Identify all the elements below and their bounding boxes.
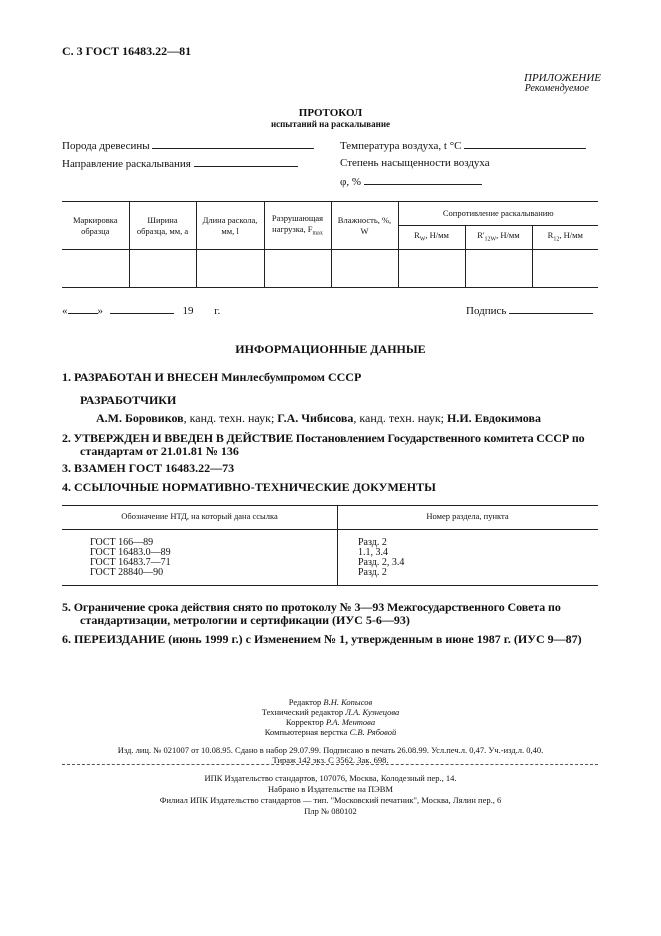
- field-wood-species-blank: [152, 139, 314, 149]
- developer-name: Г.А. Чибисова: [277, 411, 354, 425]
- col-header-moisture: Влажность, %, W: [331, 202, 398, 250]
- col-header-r12: [532, 226, 598, 250]
- field-phi-blank: [364, 175, 482, 185]
- tech-editor-name: Л.А. Кузнецова: [345, 707, 400, 717]
- colophon-editor: [0, 697, 661, 707]
- date-quote-open: «: [62, 305, 68, 317]
- field-phi: [340, 175, 482, 188]
- editor-label: Редактор: [288, 697, 322, 707]
- field-split-direction-label: Направление раскалывания: [62, 158, 191, 170]
- col-header-r12w: [465, 226, 532, 250]
- col-header-rw: [398, 226, 465, 250]
- developer-name: А.М. Боровиков: [96, 411, 184, 425]
- field-split-direction: [62, 157, 298, 170]
- field-phi-label: φ, %: [340, 176, 362, 188]
- developer-name: Н.И. Евдокимова: [447, 411, 541, 425]
- protocol-subtitle: испытаний на раскалывание: [270, 119, 391, 129]
- field-air-saturation: Степень насыщенности воздуха: [340, 157, 490, 169]
- col-header-length: Длина раскола, мм, l: [196, 202, 264, 250]
- col-header-load-text: Разрушающая нагрузка, F: [271, 213, 324, 234]
- col-header-load-sub: max: [312, 230, 323, 237]
- field-split-direction-blank: [194, 157, 298, 167]
- ref-section-column: [358, 538, 404, 578]
- date-year: 19: [182, 305, 194, 317]
- col-header-width: Ширина образца, мм, a: [129, 202, 196, 250]
- colophon-divider: [62, 764, 598, 765]
- field-air-temperature-blank: [464, 139, 586, 149]
- developers-label: РАЗРАБОТЧИКИ: [80, 393, 177, 407]
- r12w-unit: , Н/мм: [496, 230, 520, 241]
- info-item-6: 6. ПЕРЕИЗДАНИЕ (июнь 1999 г.) с Изменением № 1, утвержденным в июне 1987 г. (ИУС 9—87): [62, 632, 582, 646]
- developer-degree: , канд. техн. наук;: [353, 411, 448, 425]
- table-row: [62, 250, 598, 288]
- ref-doc-column: [90, 538, 171, 578]
- appendix-subtitle: Рекомендуемое: [524, 83, 589, 94]
- print-info-line2: Тираж 142 экз. С 3562. Зак. 698.: [272, 755, 389, 765]
- table-top-rule: [62, 505, 598, 506]
- colophon-layout: [0, 727, 661, 737]
- corrector-name: Р.А. Ментова: [325, 717, 376, 727]
- developer-degree: , канд. техн. наук;: [183, 411, 278, 425]
- info-item-2-line1: 2. УТВЕРЖДЕН И ВВЕДЕН В ДЕЙСТВИЕ Постановлением Государственного комитета СССР по: [62, 431, 585, 445]
- print-info-line1: Изд. лиц. № 021007 от 10.08.95. Сдано в набор 29.07.99. Подписано в печать 26.08.99. Усл.печ.л. 0,47. Уч.-изд.л. 0,40.: [117, 745, 544, 755]
- reference-table: [62, 505, 598, 586]
- publisher-line: ИПК Издательство стандартов, 107076, Москва, Колодезный пер., 14.: [204, 773, 457, 783]
- corrector-label: Корректор: [285, 717, 324, 727]
- info-item-2-line2: стандартам от 21.01.81 № 136: [80, 444, 239, 458]
- branch-line: Филиал ИПК Издательство стандартов — тип. "Московский печатник", Москва, Лялин пер., 6: [159, 795, 502, 805]
- tech-editor-label: Технический редактор: [261, 707, 344, 717]
- col-header-resistance-group: Сопротивление раскалыванию: [398, 202, 598, 226]
- protocol-table: [62, 201, 598, 288]
- table-row: 1.1, 3.4: [358, 547, 388, 558]
- appendix-title: ПРИЛОЖЕНИЕ: [524, 72, 601, 84]
- info-title: ИНФОРМАЦИОННЫЕ ДАННЫЕ: [235, 342, 426, 356]
- date-day-blank: [68, 304, 98, 314]
- info-item-5-line1: 5. Ограничение срока действия снято по протоколу № 3—93 Межгосударственного Совета по: [62, 600, 561, 614]
- date-suffix: г.: [214, 305, 221, 317]
- developers-list: [96, 411, 541, 426]
- r12w-index: 12W: [484, 237, 497, 244]
- page-reference: С. 3 ГОСТ 16483.22—81: [62, 44, 192, 58]
- table-row: ГОСТ 166—89: [90, 537, 154, 548]
- info-item-3: 3. ВЗАМЕН ГОСТ 16483.22—73: [62, 461, 235, 475]
- typeset-line: Набрано в Издательстве на ПЭВМ: [268, 784, 393, 794]
- table-row: ГОСТ 16483.7—71: [90, 557, 171, 568]
- field-wood-species-label: Порода древесины: [62, 140, 150, 152]
- field-wood-species: [62, 139, 314, 152]
- date-line: [62, 304, 220, 317]
- ref-header-section: Номер раздела, пункта: [426, 511, 509, 521]
- colophon-tech-editor: [0, 707, 661, 717]
- table-row: Разд. 2: [358, 537, 387, 548]
- ref-header-doc: Обозначение НТД, на который дана ссылка: [121, 511, 278, 521]
- layout-name: С.В. Рябовой: [349, 727, 397, 737]
- info-item-4: 4. ССЫЛОЧНЫЕ НОРМАТИВНО-ТЕХНИЧЕСКИЕ ДОКУМЕНТЫ: [62, 480, 436, 494]
- rw-index: W: [419, 237, 426, 244]
- col-header-marking: Маркировка образца: [62, 202, 129, 250]
- r12-unit: , Н/мм: [559, 230, 583, 241]
- date-month-blank: [110, 304, 174, 314]
- col-header-load: [264, 202, 331, 250]
- rw-unit: , Н/мм: [425, 230, 449, 241]
- date-quote-close: »: [97, 305, 103, 317]
- rw-symbol: R: [414, 230, 420, 241]
- signature-label: Подпись: [466, 305, 507, 317]
- table-row: ГОСТ 16483.0—89: [90, 547, 171, 558]
- info-item-1: 1. РАЗРАБОТАН И ВНЕСЕН Минлесбумпромом СССР: [62, 370, 362, 384]
- signature-blank: [509, 304, 593, 314]
- field-air-temperature: [340, 139, 586, 152]
- protocol-title: ПРОТОКОЛ: [298, 107, 363, 119]
- table-bottom-rule: [62, 585, 598, 586]
- r12-symbol: R: [547, 230, 554, 241]
- info-item-5-line2: стандартизации, метрологии и сертификации (ИУС 5-6—93): [80, 613, 410, 627]
- plr-line: Плр № 080102: [304, 806, 357, 816]
- layout-label: Компьютерная верстка: [264, 727, 348, 737]
- r12-index: 12: [553, 237, 560, 244]
- table-row: ГОСТ 28840—90: [90, 567, 164, 578]
- table-row: Разд. 2, 3.4: [358, 557, 405, 568]
- colophon-corrector: [0, 717, 661, 727]
- table-header-rule: [62, 529, 598, 530]
- table-row: Разд. 2: [358, 567, 387, 578]
- r12w-symbol: R': [477, 230, 485, 241]
- editor-name: В.Н. Копысов: [323, 697, 373, 707]
- signature-line: [466, 304, 593, 317]
- field-air-temperature-label: Температура воздуха, t °C: [340, 140, 462, 152]
